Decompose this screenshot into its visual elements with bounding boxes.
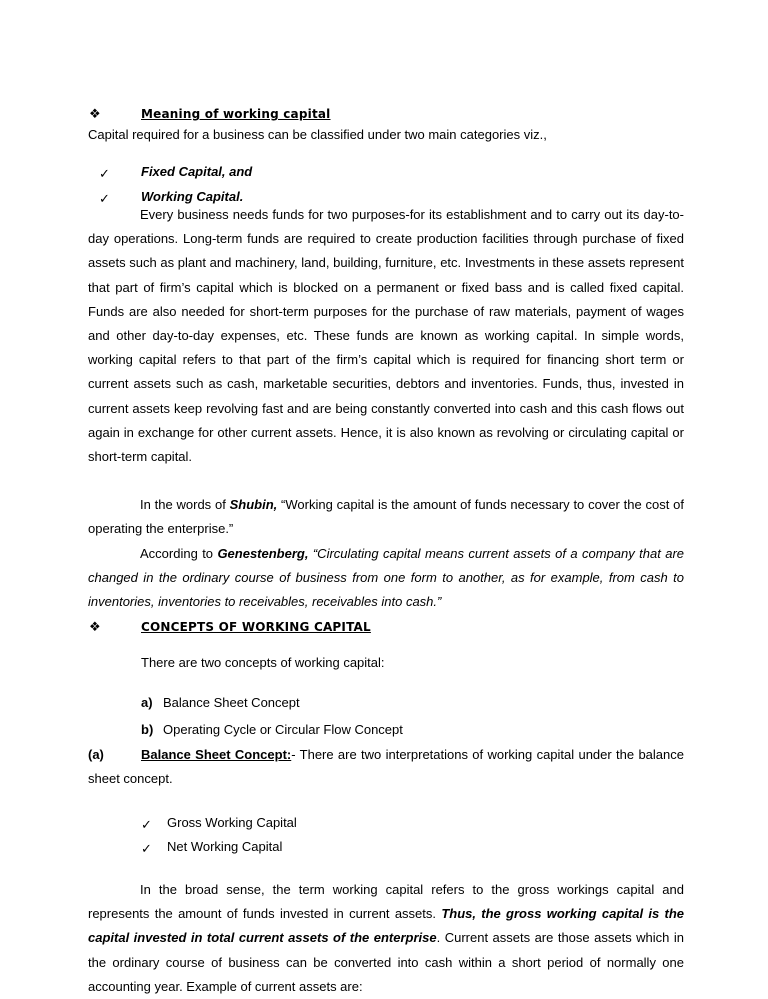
type-gross-working-capital: Gross Working Capital (167, 815, 297, 830)
checkmark-icon: ✓ (99, 166, 110, 181)
list-item-working-capital: Working Capital. (141, 189, 244, 204)
checkmark-icon: ✓ (99, 191, 110, 206)
author-genestenberg: Genestenberg, (217, 546, 309, 561)
section-heading-concepts: CONCEPTS OF WORKING CAPITAL (141, 620, 371, 634)
emphasis-definition: Thus, the gross working capital is the capital invested in total current assets of the enterprise (88, 906, 684, 946)
subsection-heading: Balance Sheet Concept: (141, 747, 292, 762)
balance-sheet-concept-paragraph: (a) Balance Sheet Concept:- There are two interpretations of working capital under the balance sheet concept. (88, 743, 684, 791)
gross-working-capital-paragraph: In the broad sense, the term working capital refers to the gross workings capital and represents the amount of funds invested in current assets. Thus, the gross working capital is the capital invested in total current assets of the enterprise. Current assets are those assets which in the ordinary course of business can be converted into cash within a short period of normally one accounting year. Example of current assets are: (88, 882, 684, 994)
intro-text: Capital required for a business can be classified under two main categories viz., (88, 127, 547, 142)
author-shubin: Shubin, (229, 497, 278, 512)
body-paragraph-funds: Every business needs funds for two purposes-for its establishment and to carry out its day-to-day operations. Long-term funds are required to create production facilities through purchase of fixed assets such as plant and machinery, land, building, furniture, etc. Investments in these assets represent that part of firm’s capital which is blocked on a permanent or fixed bass and is called fixed capital. Funds are also needed for short-term purposes for the purchase of raw materials, payment of wages and other day-to-day expenses, etc. These funds are known as working capital. In simple words, working capital refers to that part of the firm’s capital which is required for financing short term or current assets such as cash, marketable securities, debtors and inventories. Funds, thus, invested in current assets keep revolving fast and are being constantly converted into cash and this cash flows out again in exchange for other current assets. Hence, it is also known as revolving or circulating capital or short-term capital. (88, 207, 684, 465)
concept-label-b: b) (141, 722, 154, 737)
concept-operating-cycle: Operating Cycle or Circular Flow Concept (163, 722, 403, 737)
diamond-bullet-icon: ❖ (89, 619, 101, 634)
diamond-bullet-icon: ❖ (89, 106, 101, 121)
checkmark-icon: ✓ (141, 817, 152, 832)
subsection-label: (a) (88, 747, 104, 762)
quote-genestenberg: According to Genestenberg, “Circulating capital means current assets of a company that are changed in the ordinary course of business from one form to another, as for example, from cash to inventories, inventories to receivables, receivables into cash.” (88, 546, 684, 610)
list-item-fixed-capital: Fixed Capital, and (141, 164, 253, 179)
concept-label-a: a) (141, 695, 153, 710)
checkmark-icon: ✓ (141, 841, 152, 856)
type-net-working-capital: Net Working Capital (167, 839, 283, 854)
quote-shubin: In the words of Shubin, “Working capital is the amount of funds necessary to cover the cost of operating the enterprise.” (88, 497, 684, 537)
concept-balance-sheet: Balance Sheet Concept (163, 695, 300, 710)
section-heading-meaning: Meaning of working capital (141, 107, 331, 121)
concepts-intro: There are two concepts of working capital: (141, 655, 385, 670)
